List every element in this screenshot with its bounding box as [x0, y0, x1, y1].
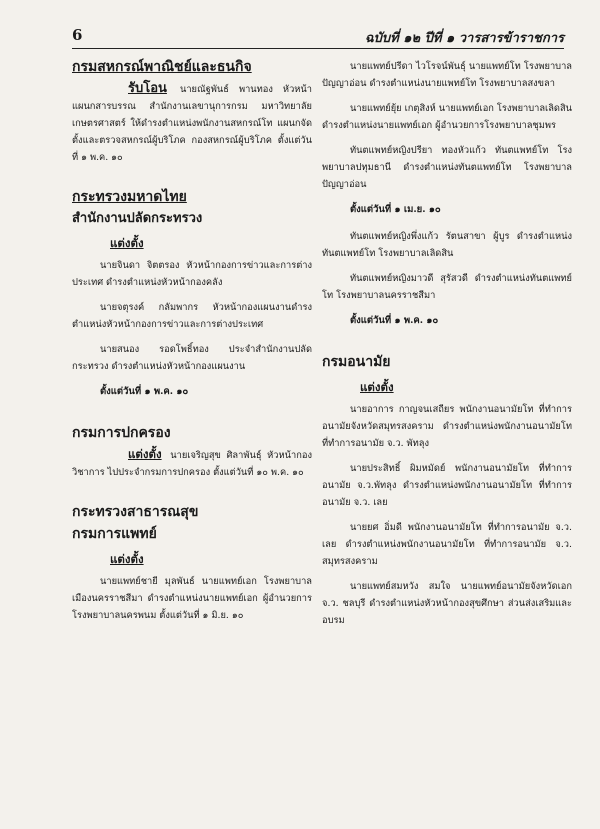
effective-date: ตั้งแต่วันที่ ๑ พ.ค. ๑๐	[350, 315, 439, 326]
appointment-entry: นายประสิทธิ์ ผิมหมัดย์ พนักงานอนามัยโท ที่ทำการอนามัย จ.ว.พัทลุง ดำรงตำแหน่งพนักงานอนามัยโท ที่ทำการอนามัย จ.ว. เลย	[322, 463, 572, 508]
section-heading: กรมสหกรณ์พาณิชย์และธนกิจ	[72, 59, 252, 75]
section-heading: กระทรวงมหาดไทย	[72, 189, 187, 205]
subsection-heading: กรมการแพทย์	[72, 526, 157, 542]
appointment-type-label: แต่งตั้ง	[360, 380, 394, 394]
section-heading: กระทรวงสาธารณสุข	[72, 504, 199, 520]
left-column	[72, 58, 312, 632]
appointment-type-label: แต่งตั้ง	[110, 552, 144, 566]
section-heading: กรมอนามัย	[322, 354, 391, 370]
appointment-entry: นายจินดา จิตตรอง หัวหน้ากองการข่าวและการต่างประเทศ ดำรงตำแหน่งหัวหน้ากองคลัง	[72, 260, 312, 288]
subsection-heading: สำนักงานปลัดกระทรวง	[72, 211, 203, 226]
entry-text: นายเจริญสุข ศิลาพันธุ์ หัวหน้ากองวิชาการ ไปประจำกรมการปกครอง ตั้งแต่วันที่ ๑๐ พ.ค. ๑๐	[72, 450, 312, 478]
effective-date: ตั้งแต่วันที่ ๑ พ.ค. ๑๐	[100, 386, 189, 397]
section-heading: กรมการปกครอง	[72, 425, 171, 441]
appointment-entry: ทันตแพทย์หญิงมาวดี สุรัสวดี ดำรงตำแหน่งทันตแพทย์โท โรงพยาบาลนครราชสีมา	[322, 273, 572, 301]
appointment-entry: นายอาการ กาญจนเสถียร พนักงานอนามัยโท ที่ทำการอนามัยจังหวัดสมุทรสงคราม ดำรงตำแหน่งพนักงานอนามัยโท ที่ทำการอนามัย จ.ว. พัทลุง	[322, 404, 572, 449]
appointment-entry: ทันตแพทย์หญิงปรียา ทองหัวแก้ว ทันตแพทย์โท โรงพยาบาลปทุมธานี ดำรงตำแหน่งทันตแพทย์โท โรงพยาบาลปัญญาอ่อน	[322, 145, 572, 190]
appointment-entry	[72, 446, 312, 481]
appointment-type-label: แต่งตั้ง	[128, 447, 162, 461]
appointment-entry: ทันตแพทย์หญิงพึ่งแก้ว รัตนสาขา ผู้บูร ดำรงตำแหน่งทันตแพทย์โท โรงพยาบาลเลิดสิน	[322, 231, 572, 259]
page-header	[72, 26, 564, 49]
appointment-type-label: รับโอน	[128, 81, 167, 96]
appointment-entry: นายแพทย์ยุ้ย เกตุสิงห์ นายแพทย์เอก โรงพยาบาลเลิดสิน ดำรงตำแหน่งนายแพทย์เอก ผู้อำนวยการโรงพยาบาลชุมพร	[322, 103, 572, 131]
appointment-entry: นายแพทย์ชายี มุลพันธ์ นายแพทย์เอก โรงพยาบาลเมืองนครราชสีมา ดำรงตำแหน่งนายแพทย์เอก ผู้อำนวยการโรงพยาบาลนครพนม ตั้งแต่วันที่ ๑ มิ.ย. ๑๐	[72, 576, 312, 621]
appointment-entry: นายยศ อิ่มดี พนักงานอนามัยโท ที่ทำการอนามัย จ.ว. เลย ดำรงตำแหน่งพนักงานอนามัยโท ที่ทำการอนามัย จ.ว. สมุทรสงคราม	[322, 522, 572, 567]
entry-text: นายณัฐพันธ์ พานทอง หัวหน้าแผนกสารบรรณ สำนักงานเลขานุการกรม มหาวิทยาลัยเกษตรศาสตร์ ให้ดำรงตำแหน่งพนักงานสหกรณ์โท แผนกจัดตั้งและตรวจสหกรณ์ผู้บริโภค กองสหกรณ์ผู้บริโภค ตั้งแต่วันที่ ๑ พ.ค. ๑๐	[72, 84, 312, 163]
page-number: 6	[72, 26, 83, 44]
appointment-entry: นายแพทย์สมหวัง สมใจ นายแพทย์อนามัยจังหวัดเอก จ.ว. ชลบุรี ดำรงตำแหน่งหัวหน้ากองสุขศึกษา ส่วนส่งเสริมและอบรม	[322, 581, 572, 626]
appointment-entry	[72, 80, 312, 166]
appointment-entry: นายแพทย์ปรีดา ไวโรจน์พันธุ์ นายแพทย์โท โรงพยาบาลปัญญาอ่อน ดำรงตำแหน่งนายแพทย์โท โรงพยาบาลสงขลา	[322, 61, 572, 89]
effective-date: ตั้งแต่วันที่ ๑ เม.ย. ๑๐	[350, 204, 441, 215]
appointment-type-label: แต่งตั้ง	[110, 236, 144, 250]
running-title: ฉบับที่ ๑๒ ปีที่ ๑ วารสารข้าราชการ	[364, 31, 564, 46]
right-column	[322, 58, 572, 637]
appointment-entry: นายสนอง รอดโพธิ์ทอง ประจำสำนักงานปลัดกระทรวง ดำรงตำแหน่งหัวหน้ากองแผนงาน	[72, 344, 312, 372]
appointment-entry: นายจตุรงค์ กลัมพากร หัวหน้ากองแผนงานดำรงตำแหน่งหัวหน้ากองการข่าวและการต่างประเทศ	[72, 302, 312, 330]
